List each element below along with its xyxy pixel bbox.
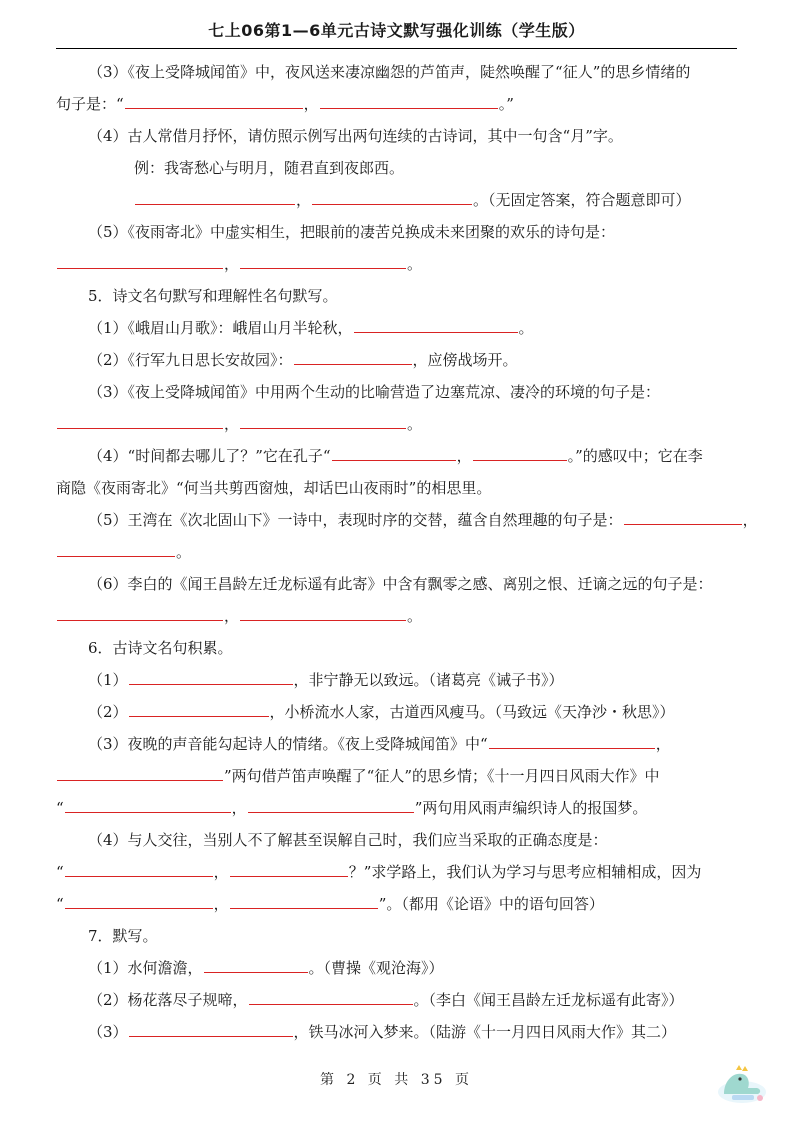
dinosaur-logo-icon: [712, 1062, 772, 1106]
question-line: 句子是：“ ， 。”: [56, 95, 514, 113]
question-line: （3）《夜上受降城闻笛》中，夜风送来凄凉幽怨的芦笛声，陡然唤醒了“征人”的思乡情绪的: [88, 63, 691, 81]
answer-blank[interactable]: [204, 958, 308, 973]
page-header: [56, 14, 737, 49]
question-line: “ ， ？”求学路上，我们认为学习与思考应相辅相成，因为: [56, 863, 702, 881]
question-line: 商隐《夜雨寄北》“何当共剪西窗烛，却话巴山夜雨时”的相思里。: [56, 479, 492, 497]
question-line: （6）李白的《闻王昌龄左迁龙标遥有此寄》中含有飘零之感、离别之恨、迁谪之远的句子是：: [88, 575, 713, 593]
example-line: 例：我寄愁心与明月，随君直到夜郎西。: [134, 159, 405, 177]
question-line: （1）水何澹澹， 。（曹操《观沧海》）: [88, 959, 444, 977]
section-heading: 6．古诗文名句积累。: [88, 639, 233, 657]
question-line: （4）古人常借月抒怀，请仿照示例写出两句连续的古诗词，其中一句含“月”字。: [88, 127, 623, 145]
question-line: （3）夜晚的声音能勾起诗人的情绪。《夜上受降城闻笛》中“ ，: [88, 735, 671, 753]
page-number: 第 2 页 共 35 页: [320, 1072, 473, 1088]
question-line: （3）《夜上受降城闻笛》中用两个生动的比喻营造了边塞荒凉、凄冷的环境的句子是：: [88, 383, 661, 401]
answer-blank[interactable]: [240, 414, 406, 429]
answer-blank[interactable]: [57, 254, 223, 269]
answer-blank[interactable]: [332, 446, 456, 461]
answer-blank[interactable]: [624, 510, 742, 525]
answer-blank[interactable]: [489, 734, 655, 749]
question-line: ， 。: [56, 600, 740, 632]
answer-blank[interactable]: [230, 894, 378, 909]
answer-blank[interactable]: [240, 254, 406, 269]
question-line: （2）《行军九日思长安故园》： ，应傍战场开。: [88, 351, 518, 369]
answer-blank[interactable]: [135, 190, 295, 205]
answer-blank[interactable]: [312, 190, 472, 205]
answer-blank[interactable]: [65, 798, 231, 813]
answer-blank[interactable]: [65, 862, 213, 877]
question-line: （3） ，铁马冰河入梦来。（陆游《十一月四日风雨大作》其二）: [88, 1023, 677, 1041]
question-line: （4）与人交往，当别人不了解甚至误解自己时，我们应当采取的正确态度是：: [88, 831, 608, 849]
answer-blank[interactable]: [57, 542, 175, 557]
answer-blank[interactable]: [129, 1022, 293, 1037]
question-line: ”两句借芦笛声唤醒了“征人”的思乡情；《十一月四日风雨大作》中: [56, 760, 740, 792]
question-line: “ ， ”两句用风雨声编织诗人的报国梦。: [56, 799, 648, 817]
answer-blank[interactable]: [129, 670, 293, 685]
answer-blank[interactable]: [354, 318, 518, 333]
question-line: ， 。（无固定答案，符合题意即可）: [56, 184, 740, 216]
answer-blank[interactable]: [473, 446, 567, 461]
answer-blank[interactable]: [125, 94, 303, 109]
section-heading: 5．诗文名句默写和理解性名句默写。: [88, 287, 338, 305]
answer-blank[interactable]: [57, 766, 223, 781]
answer-blank[interactable]: [230, 862, 348, 877]
question-line: （5）王湾在《次北固山下》一诗中，表现时序的交替，蕴含自然理趣的句子是： ，: [88, 511, 758, 529]
section-heading: 7．默写。: [88, 927, 158, 945]
question-line: （2） ，小桥流水人家，古道西风瘦马。（马致远《天净沙・秋思》）: [88, 703, 675, 721]
answer-blank[interactable]: [294, 350, 412, 365]
document-title: 七上06第1—6单元古诗文默写强化训练（学生版）: [208, 21, 585, 40]
question-line: （4）“时间都去哪儿了？”它在孔子“ ， 。”的感叹中；它在李: [88, 447, 703, 465]
question-line: ， 。: [56, 248, 740, 280]
answer-blank[interactable]: [240, 606, 406, 621]
question-line: （2）杨花落尽子规啼， 。（李白《闻王昌龄左迁龙标遥有此寄》）: [88, 991, 684, 1009]
question-line: （1） ，非宁静无以致远。（诸葛亮《诫子书》）: [88, 671, 564, 689]
question-line: ， 。: [56, 408, 740, 440]
question-line: 。: [56, 536, 740, 568]
answer-blank[interactable]: [249, 990, 413, 1005]
answer-blank[interactable]: [57, 414, 223, 429]
question-line: （1）《峨眉山月歌》：峨眉山月半轮秋， 。: [88, 319, 534, 337]
question-line: “ ， ”。（都用《论语》中的语句回答）: [56, 895, 604, 913]
question-line: （5）《夜雨寄北》中虚实相生，把眼前的凄苦兑换成未来团聚的欢乐的诗句是：: [88, 223, 616, 241]
answer-blank[interactable]: [57, 606, 223, 621]
answer-blank[interactable]: [65, 894, 213, 909]
answer-blank[interactable]: [129, 702, 269, 717]
answer-blank[interactable]: [320, 94, 498, 109]
answer-blank[interactable]: [248, 798, 414, 813]
